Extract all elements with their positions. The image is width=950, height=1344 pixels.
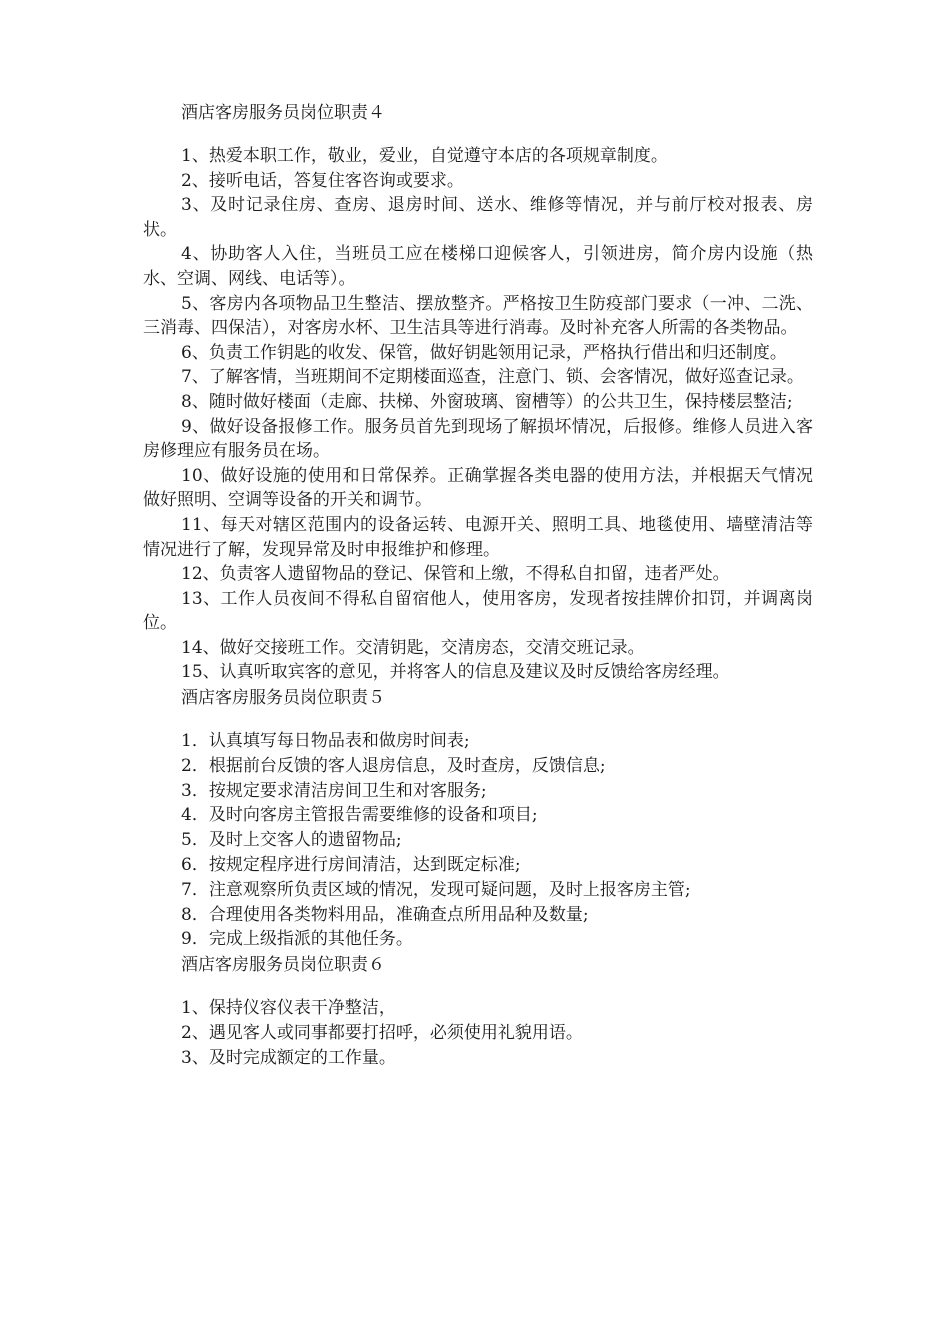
list-item: 2、遇见客人或同事都要打招呼，必须使用礼貌用语。 — [181, 1023, 583, 1044]
list-item: 6．按规定程序进行房间清洁，达到既定标准; — [181, 855, 521, 876]
section-title: 酒店客房服务员岗位职责６ — [181, 955, 385, 976]
spacer — [143, 126, 813, 144]
list-item: 8．合理使用各类物料用品，准确查点所用品种及数量; — [181, 904, 589, 925]
list-item: 10、做好设施的使用和日常保养。正确掌握各类电器的使用方法，并根据天气情况做好照明、空调等设备的开关和调节。 — [143, 465, 813, 511]
list-item: 1、热爱本职工作，敬业，爱业，自觉遵守本店的各项规章制度。 — [181, 146, 668, 166]
list-item: 3、及时完成额定的工作量。 — [181, 1048, 396, 1069]
list-item: 11、每天对辖区范围内的设备运转、电源开关、照明工具、地毯使用、墙壁清洁等情况进行了解，发现异常及时申报维护和修理。 — [143, 514, 813, 560]
section-duties-5 — [143, 685, 813, 952]
section-title: 酒店客房服务员岗位职责４ — [181, 103, 385, 123]
list-item: 8、随时做好楼面（走廊、扶梯、外窗玻璃、窗槽等）的公共卫生，保持楼层整洁; — [181, 391, 793, 412]
list-item: 14、做好交接班工作。交清钥匙，交清房态，交清交班记录。 — [181, 637, 645, 658]
list-item: 9、做好设备报修工作。服务员首先到现场了解损坏情况，后报修。维修人员进入客房修理应有服务员在场。 — [143, 416, 813, 462]
list-item: 5、客房内各项物品卫生整洁、摆放整齐。严格按卫生防疫部门要求（一冲、二洗、三消毒、四保洁），对客房水杯、卫生洁具等进行消毒。及时补充客人所需的各类物品。 — [143, 293, 813, 339]
document-page — [143, 100, 813, 1071]
list-item: 4、协助客人入住，当班员工应在楼梯口迎候客人，引领进房，简介房内设施（热水、空调、网线、电话等）。 — [143, 244, 813, 289]
list-item: 6、负责工作钥匙的收发、保管，做好钥匙领用记录，严格执行借出和归还制度。 — [181, 342, 787, 363]
list-item: 1．认真填写每日物品表和做房时间表; — [181, 731, 470, 752]
list-item: 3．按规定要求清洁房间卫生和对客服务; — [181, 780, 487, 801]
spacer — [143, 711, 813, 729]
section-duties-6 — [143, 952, 813, 1071]
list-item: 7．注意观察所负责区域的情况，发现可疑问题，及时上报客房主管; — [181, 879, 691, 900]
list-item: 9．完成上级指派的其他任务。 — [181, 929, 413, 950]
list-item: 7、了解客情，当班期间不定期楼面巡查，注意门、锁、会客情况，做好巡查记录。 — [181, 367, 804, 388]
section-duties-4 — [143, 100, 813, 685]
list-item: 13、工作人员夜间不得私自留宿他人，使用客房，发现者按挂牌价扣罚，并调离岗位。 — [143, 588, 813, 634]
spacer — [143, 978, 813, 996]
list-item: 2．根据前台反馈的客人退房信息，及时查房，反馈信息; — [181, 755, 606, 776]
list-item: 2、接听电话，答复住客咨询或要求。 — [181, 170, 464, 191]
list-item: 5．及时上交客人的遗留物品; — [181, 830, 402, 851]
list-item: 4．及时向客房主管报告需要维修的设备和项目; — [181, 805, 538, 826]
list-item: 1、保持仪容仪表干净整洁， — [181, 998, 396, 1019]
section-title: 酒店客房服务员岗位职责５ — [181, 688, 385, 709]
list-item: 3、及时记录住房、查房、退房时间、送水、维修等情况，并与前厅校对报表、房状。 — [143, 195, 813, 240]
list-item: 12、负责客人遗留物品的登记、保管和上缴，不得私自扣留，违者严处。 — [181, 564, 730, 585]
list-item: 15、认真听取宾客的意见，并将客人的信息及建议及时反馈给客房经理。 — [181, 662, 730, 683]
